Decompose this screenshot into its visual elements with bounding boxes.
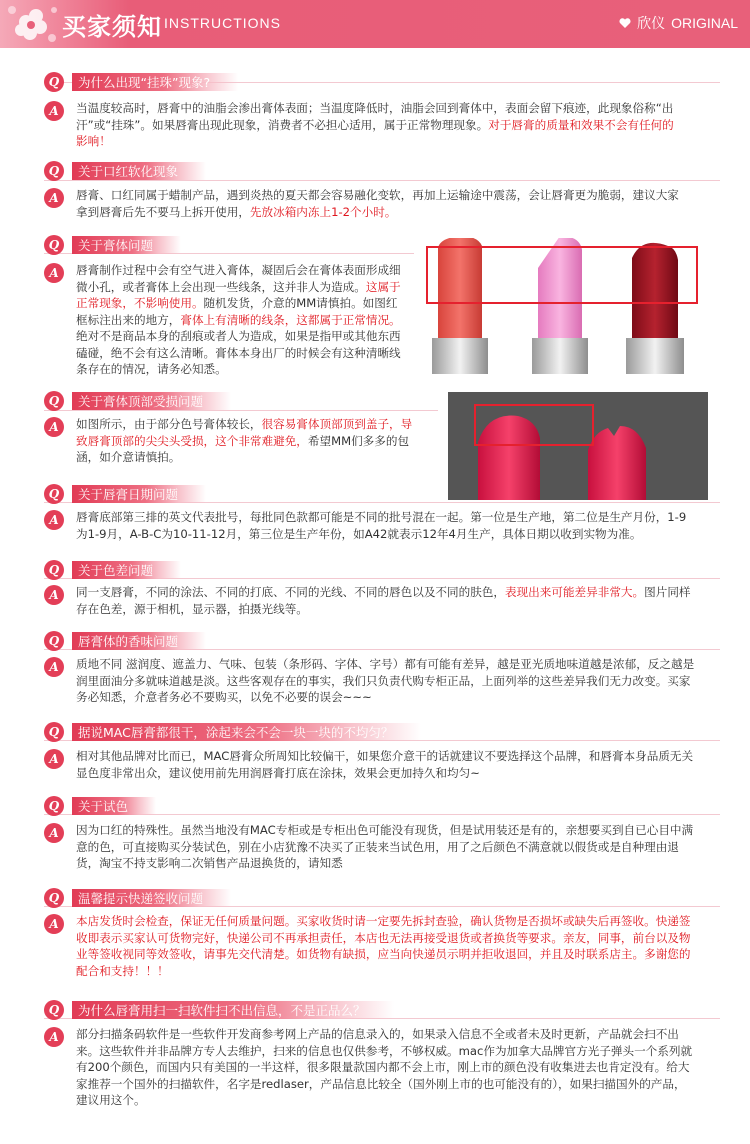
answer-badge: A [44,823,64,843]
question-badge: Q [44,796,64,816]
brand-name: 欣仪 [637,15,666,31]
answer-row [44,822,696,872]
answer-badge: A [44,510,64,530]
question-badge: Q [44,888,64,908]
answer-row [44,584,696,617]
question-badge: Q [44,235,64,255]
answer-text: 唇膏底部第三排的英文代表批号，每批同色款都可能是不同的批号混在一起。第一位是生产地，第二位是生产月份，1-9为1-9月，A-B-C为10-11-12月，第三位是生产年份，如A42就表示12年4月生产，具体日期以收到实物为准。 [76,510,687,541]
question-row [44,796,156,816]
answer-text: 同一支唇膏，不同的涂法、不同的打底、不同的光线、不同的唇色以及不同的肤色，表现出来可能差异非常大。图片同样存在色差，源于相机，显示器，拍摄光线等。 [76,585,691,616]
answer-badge: A [44,1027,64,1047]
answer-row [44,748,696,781]
question-title: 为什么出现“挂珠”现象? [72,73,238,91]
question-row [44,722,421,742]
answer-text: 部分扫描条码软件是一些软件开发商参考网上产品的信息录入的，如果录入信息不全或者未及时更新，产品就会扫不出来。这些软件并非品牌方专人去维护，扫来的信息也仅供参考，不够权威。mac作为加拿大品牌官方光子弹头一个系列就有200个颜色，而国内只有美国的一半这样，很多限量款国内都不会上市，刚上市的颜色没有收集进去也肯定没有。给大家推荐一个国外的扫描软件，名字是redlaser，产品信息比较全（国外刚上市的也可能没有的），如果扫描国外的产品，建议用这个。 [76,1027,693,1107]
highlight-frame [426,246,698,304]
question-title: 为什么唇膏用扫一扫软件扫不出信息，不是正品么？ [72,1001,394,1019]
question-title: 唇膏体的香味问题 [72,632,206,650]
answer-text: 唇膏制作过程中会有空气进入膏体，凝固后会在膏体表面形成细微小孔，或者膏体上会出现一些线条，这并非人为造成。这属于正常现象，不影响使用。随机发货，介意的MM请慎拍。如图红框标注出来的地方，膏体上有清晰的线条，这都属于正常情况。绝对不是商品本身的刮痕或者人为造成，如果是指甲或其他东西磕碰，绝不会有这么清晰。膏体本身出厂的时候会有这种清晰线条存在的情况，请务必知悉。 [76,263,401,376]
answer-row [44,913,696,979]
answer-badge: A [44,585,64,605]
answer-row [44,416,416,466]
question-title: 关于膏体问题 [72,236,181,254]
question-badge: Q [44,391,64,411]
question-title: 关于唇膏日期问题 [72,485,206,503]
cherry-blossom-icon [4,2,62,46]
question-badge: Q [44,1000,64,1020]
answer-text: 相对其他品牌对比而已，MAC唇膏众所周知比较偏干，如果您介意干的话就建议不要选择这个品牌，和唇膏本身品质无关显色度非常出众，建议使用前先用润唇膏打底在涂抹，效果会更加持久和均匀~ [76,749,694,780]
question-title: 关于色差问题 [72,561,181,579]
question-badge: Q [44,72,64,92]
header-banner [0,0,750,48]
question-badge: Q [44,631,64,651]
answer-text: 质地不同 滋润度、遮盖力、气味、包装（条形码、字体、字号）都有可能有差异，越是亚光质地味道越是浓郁，反之越是润里面油分多就味道越是淡。这些客观存在的事实，我们只负责代购专柜正品，上面列举的这些差异我们无力改变。买家务必知悉，介意者务必不要购买，以免不必要的误会~~~ [76,657,695,704]
question-row [44,888,231,908]
question-row [44,484,206,504]
question-row [44,72,238,92]
question-row [44,235,181,255]
heart-icon [619,17,631,29]
answer-text: 唇膏、口红同属于蜡制产品，遇到炎热的夏天都会容易融化变软，再加上运输途中震荡，会让唇膏更为脆弱，建议大家拿到唇膏后先不要马上拆开使用，先放冰箱内冻上1-2个小时。 [76,188,679,219]
question-title: 关于口红软化现象 [72,162,206,180]
question-badge: Q [44,484,64,504]
question-row [44,391,231,411]
question-badge: Q [44,161,64,181]
lipstick-photo [420,238,720,374]
answer-row [44,1026,696,1109]
page-subtitle: INSTRUCTIONS [164,15,281,31]
answer-badge: A [44,914,64,934]
question-row [44,161,206,181]
question-title: 关于膏体顶部受损问题 [72,392,231,410]
highlight-frame [474,404,594,446]
answer-text: 因为口红的特殊性。虽然当地没有MAC专柜或是专柜出色可能没有现货，但是试用装还是有的，亲想要买到自已心目中满意的色，可直接购买分装试色，别在小店犹豫不决买了正装来当试色用，用了之后颜色不满意就以假货或是自种理由退货，淘宝不持支影响二次销售产品退换货的，请知悉 [76,823,694,870]
answer-row [44,262,408,378]
answer-row [44,656,696,706]
answer-badge: A [44,417,64,437]
damaged-tip-photo [448,392,708,500]
brand-name-en: ORIGINAL [671,15,738,31]
answer-badge: A [44,263,64,283]
answer-text: 本店发货时会检查，保证无任何质量问题。买家收货时请一定要先拆封查验，确认货物是否损坏或缺失后再签收。快递签收即表示买家认可货物完好，快递公司不再承担责任，本店也无法再接受退货或者换货等要求。亲友，同事，前台以及物业等签收视同等效签收，请事先交代清楚。如货物有缺损，应当向快递员示明并拒收退回，并且及时联系店主。多谢您的配合和支持！！！ [76,914,691,978]
question-title: 温馨提示快递签收问题 [72,889,231,907]
question-row [44,560,181,580]
question-row [44,631,206,651]
answer-row [44,187,680,220]
page-title: 买家须知 [62,12,162,41]
question-title: 据说MAC唇膏都很干，涂起来会不会一块一块的不均匀？ [72,723,421,741]
answer-badge: A [44,101,64,121]
answer-row [44,100,680,150]
question-row [44,1000,394,1020]
brand-label [619,13,738,33]
answer-badge: A [44,749,64,769]
question-title: 关于试色 [72,797,156,815]
answer-badge: A [44,657,64,677]
answer-row [44,509,696,542]
answer-text: 如图所示，由于部分色号膏体较长，很容易膏体顶部顶到盖子，导致唇膏顶部的尖尖头受损，这个非常难避免，希望MM们多多的包涵，如介意请慎拍。 [76,417,413,464]
answer-text: 当温度较高时，唇膏中的油脂会渗出膏体表面；当温度降低时，油脂会回到膏体中，表面会留下痕迹，此现象俗称“出汗”或“挂珠”。如果唇膏出现此现象，消费者不必担心适用，属于正常物理现象。对于唇膏的质量和效果不会有任何的影响！ [76,101,674,148]
question-badge: Q [44,560,64,580]
answer-badge: A [44,188,64,208]
question-badge: Q [44,722,64,742]
